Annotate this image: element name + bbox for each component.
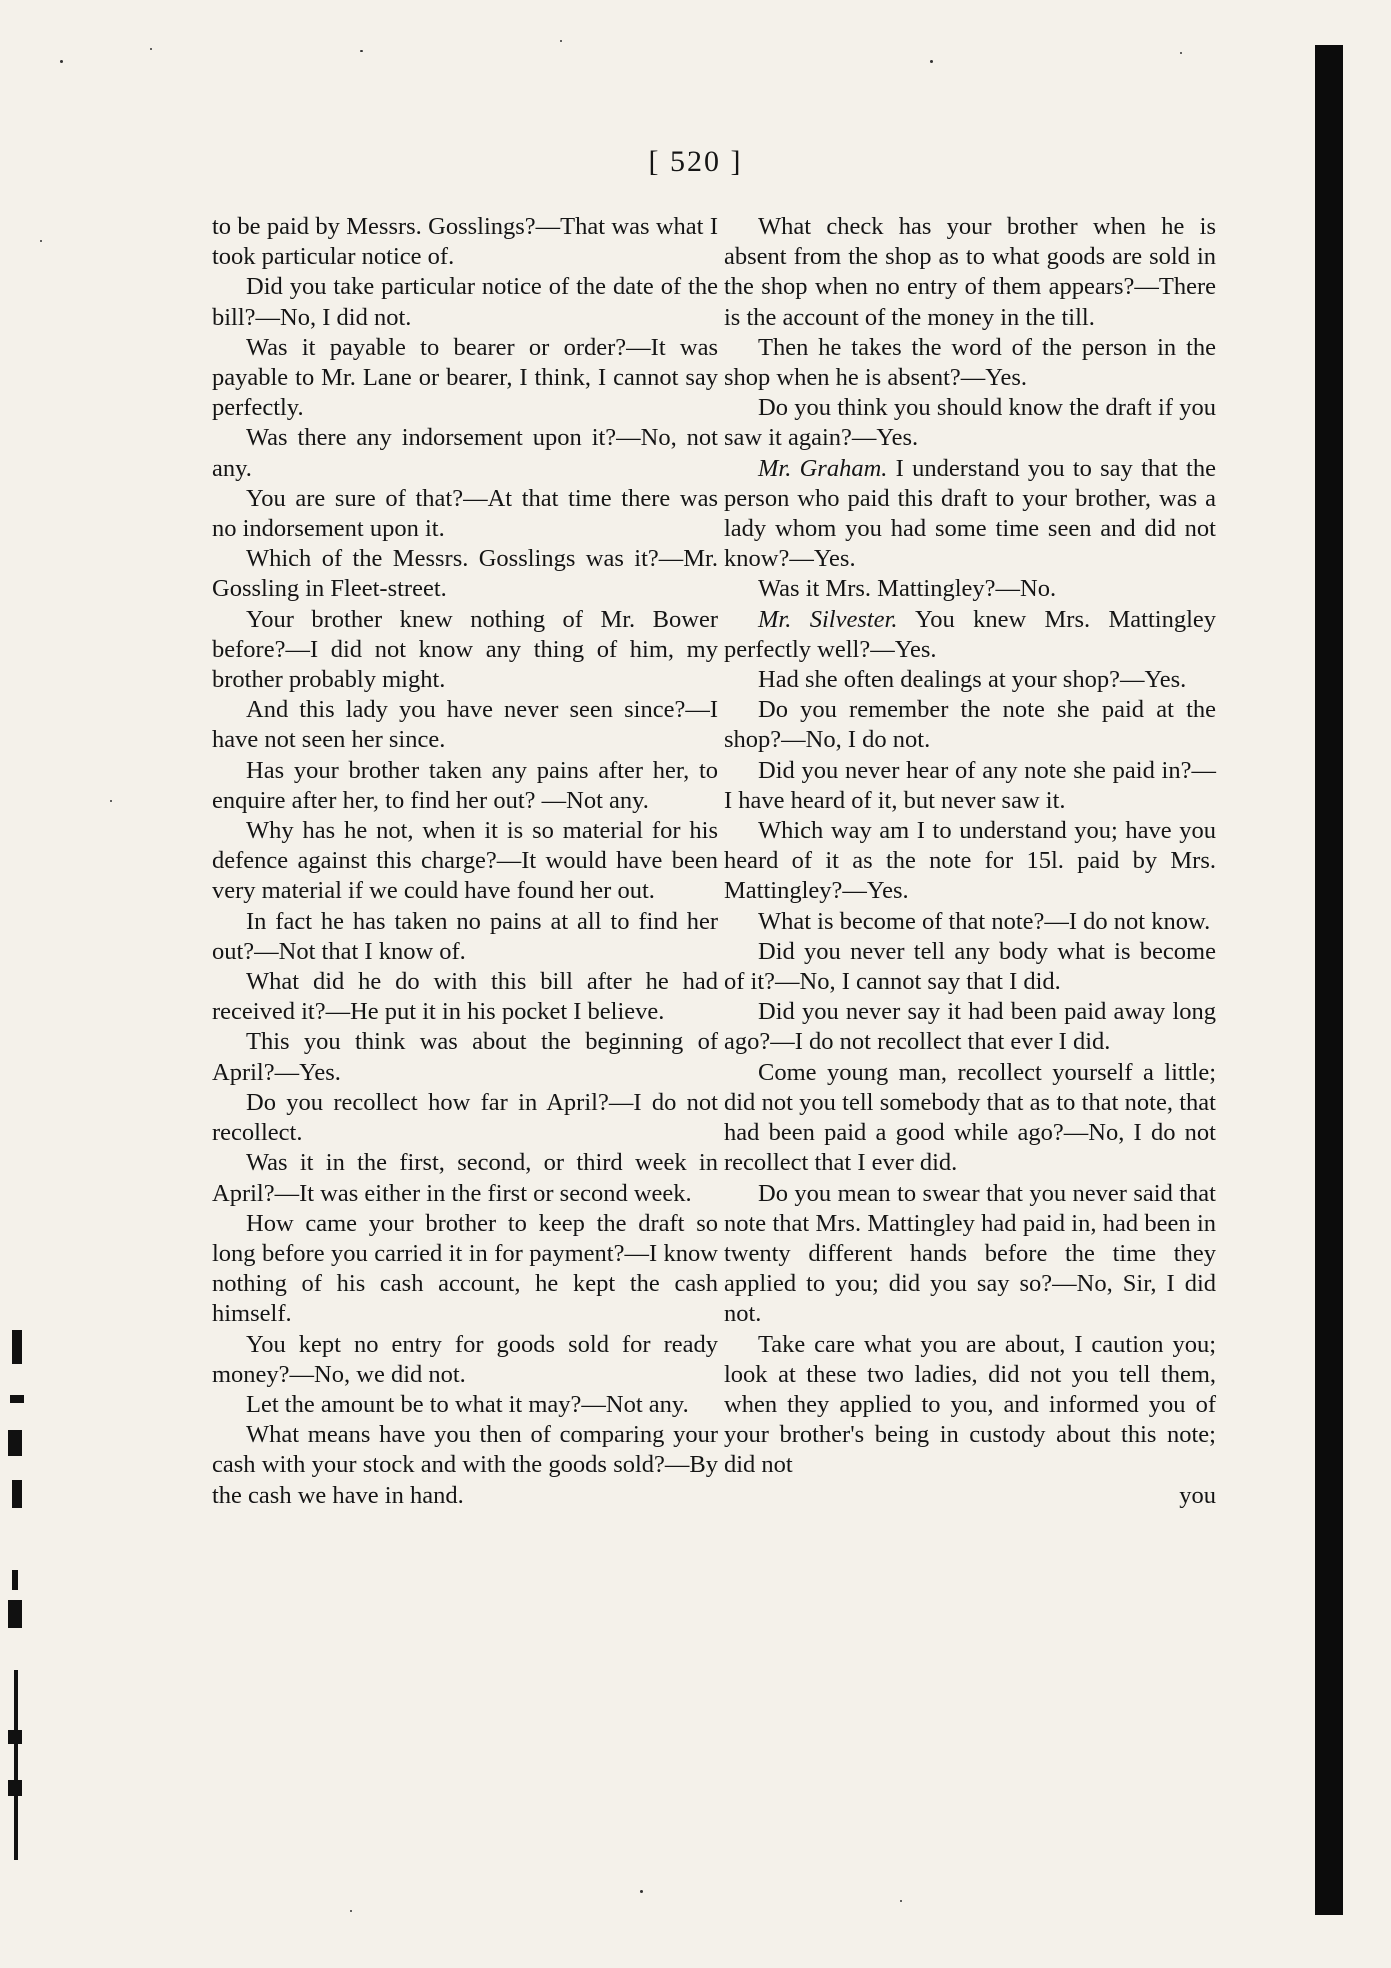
paragraph: [724, 454, 1216, 575]
paragraph-text: Come young man, recollect yourself a little; did not you tell somebody that as to that note, that had been paid a good while ago?—No, I do not recollect that I ever did.: [724, 1058, 1216, 1177]
paragraph-text: Let the amount be to what it may?—Not any.: [246, 1390, 689, 1418]
paragraph-text: Do you think you should know the draft if you saw it again?—Yes.: [724, 394, 1216, 452]
paragraph: [212, 333, 718, 424]
paragraph: [212, 1420, 718, 1511]
paragraph-text: And this lady you have never seen since?—I have not seen her since.: [212, 696, 718, 754]
paragraph: [724, 1330, 1216, 1481]
paragraph-text: Was it in the first, second, or third week in April?—It was either in the first or second week.: [212, 1149, 718, 1207]
paragraph-text: Which of the Messrs. Gosslings was it?—Mr. Gossling in Fleet-street.: [212, 545, 718, 603]
paragraph: [724, 1058, 1216, 1179]
paragraph-text: Then he takes the word of the person in the shop when he is absent?—Yes.: [724, 333, 1216, 392]
paragraph: [212, 212, 718, 272]
paragraph-text: What is become of that note?—I do not know.: [758, 907, 1211, 935]
paragraph: [724, 333, 1216, 393]
paragraph: [212, 756, 718, 816]
paragraph-text: Do you remember the note she paid at the shop?—No, I do not.: [724, 696, 1216, 754]
left-column: [212, 212, 718, 1511]
paragraph: [212, 484, 718, 544]
paragraph-text: Take care what you are about, I caution you; look at these two ladies, did not you tell them, when they applied to you, and informed you of your brother's being in custody about this note; did not: [724, 1330, 1216, 1479]
paragraph: [212, 816, 718, 907]
paragraph-text: What did he do with this bill after he had received it?—He put it in his pocket I believe.: [212, 968, 718, 1026]
speaker-name: Mr. Graham.: [758, 454, 888, 482]
paragraph-text: Was there any indorsement upon it?—No, not any.: [212, 424, 718, 482]
paragraph-text: This you think was about the beginning of April?—Yes.: [212, 1028, 718, 1086]
paragraph: [724, 1179, 1216, 1330]
paragraph: [212, 695, 718, 755]
paragraph: [724, 997, 1216, 1057]
paragraph-text: Had she often dealings at your shop?—Yes.: [758, 666, 1187, 694]
paragraph-text: to be paid by Messrs. Gosslings?—That was what I took particular notice of.: [212, 213, 718, 271]
paragraph: [724, 212, 1216, 333]
paragraph: [212, 907, 718, 967]
paragraph-text: Why has he not, when it is so material for his defence against this charge?—It would have been very material if we could have found her out.: [212, 817, 718, 905]
paragraph-text: You knew Mrs. Mattingley perfectly well?—Yes.: [724, 605, 1216, 663]
page-number: [ 520 ]: [648, 145, 743, 178]
paragraph-text: Did you take particular notice of the date of the bill?—No, I did not.: [212, 273, 718, 331]
paragraph: [212, 1027, 718, 1087]
paragraph: [724, 393, 1216, 453]
paragraph: [212, 544, 718, 604]
paragraph: [212, 1390, 718, 1420]
paragraph-text: Your brother knew nothing of Mr. Bower before?—I did not know any thing of him, my brother probably might.: [212, 605, 718, 694]
speaker-name: Mr. Silvester.: [758, 605, 898, 633]
paragraph-text: Has your brother taken any pains after her, to enquire after her, to find her out? —Not any.: [212, 756, 718, 814]
binding-shadow: [1315, 45, 1343, 1915]
paragraph-text: Do you mean to swear that you never said that note that Mrs. Mattingley had paid in, had been in twenty different hands before the time they applied to you; did you say so?—No, Sir, I did not.: [724, 1179, 1216, 1328]
paragraph: [724, 665, 1216, 695]
right-column: [724, 212, 1216, 1511]
paragraph: [212, 1148, 718, 1208]
paragraph: [724, 937, 1216, 997]
paragraph-text: In fact he has taken no pains at all to find her out?—Not that I know of.: [212, 907, 718, 965]
paragraph: [212, 605, 718, 696]
paragraph: [724, 605, 1216, 665]
paragraph-text: Did you never tell any body what is become of it?—No, I cannot say that I did.: [724, 937, 1216, 996]
paragraph: [212, 1209, 718, 1330]
paragraph: [212, 967, 718, 1027]
paragraph-text: You kept no entry for goods sold for ready money?—No, we did not.: [212, 1330, 718, 1388]
paragraph-text: Was it Mrs. Mattingley?—No.: [758, 575, 1057, 603]
paragraph: [212, 1330, 718, 1390]
paragraph: [724, 574, 1216, 604]
paragraph-text: I understand you to say that the person who paid this draft to your brother, was a lady whom you had some time seen and did not know?—Yes.: [724, 454, 1216, 573]
paragraph: [724, 756, 1216, 816]
catchword: you: [1179, 1481, 1216, 1509]
paragraph: [212, 1088, 718, 1148]
paragraph-text: Did you never hear of any note she paid in?—I have heard of it, but never saw it.: [724, 756, 1216, 814]
paragraph-text: How came your brother to keep the draft so long before you carried it in for payment?—I know nothing of his cash account, he kept the cash himself.: [212, 1209, 718, 1328]
paragraph-text: Do you recollect how far in April?—I do not recollect.: [212, 1088, 718, 1147]
paragraph-text: What check has your brother when he is absent from the shop as to what goods are sold in the shop when no entry of them appears?—There is the account of the money in the till.: [724, 213, 1216, 331]
paragraph: [724, 695, 1216, 755]
paragraph-text: Did you never say it had been paid away long ago?—I do not recollect that ever I did.: [724, 998, 1216, 1056]
paragraph-text: Which way am I to understand you; have you heard of it as the note for 15l. paid by Mrs. Mattingley?—Yes.: [724, 817, 1216, 905]
paragraph: [724, 907, 1216, 937]
paragraph-text: You are sure of that?—At that time there was no indorsement upon it.: [212, 484, 718, 543]
paragraph: [212, 423, 718, 483]
paragraph: [724, 816, 1216, 907]
paragraph: [212, 272, 718, 332]
paragraph-text: What means have you then of comparing your cash with your stock and with the goods sold?—By the cash we have in hand.: [212, 1421, 718, 1509]
paragraph-text: Was it payable to bearer or order?—It was payable to Mr. Lane or bearer, I think, I cannot say perfectly.: [212, 333, 718, 422]
